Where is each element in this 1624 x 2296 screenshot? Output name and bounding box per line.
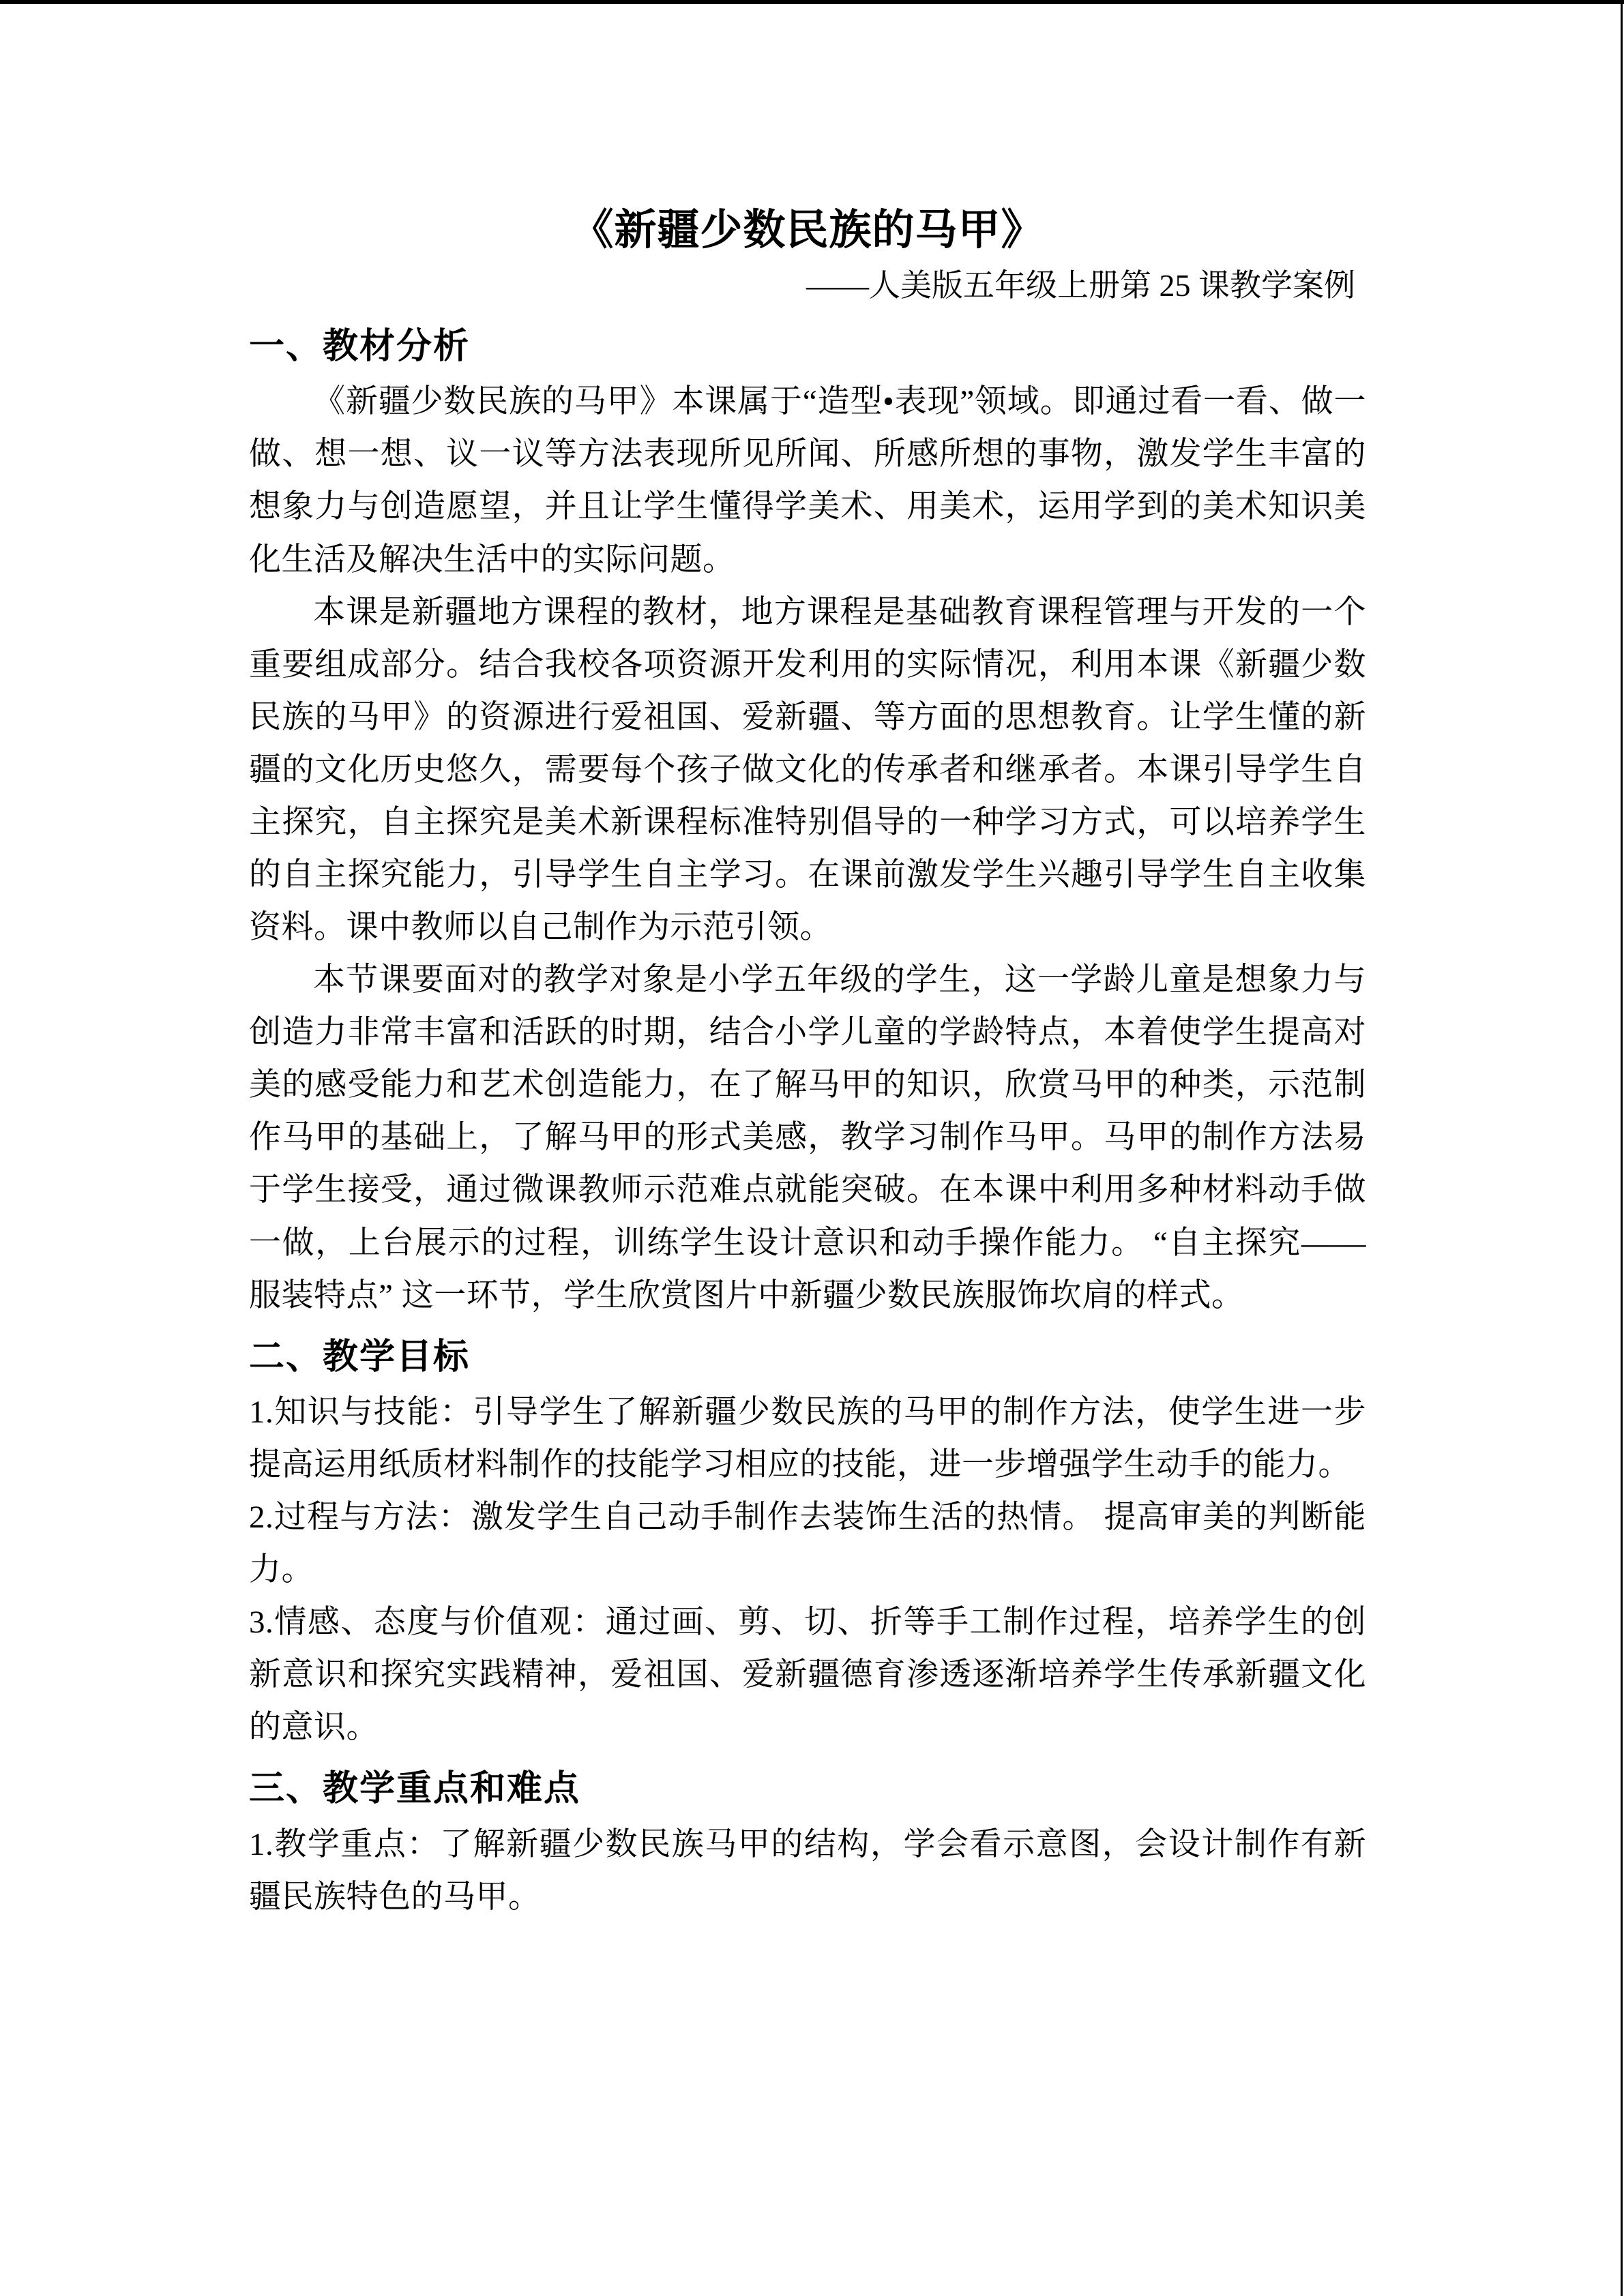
page-subtitle: ——人美版五年级上册第 25 课教学案例 xyxy=(806,267,1355,303)
section-heading-1: 一、教材分析 xyxy=(249,327,471,367)
section-2-objective-2: 2.过程与方法：激发学生自己动手制作去装饰生活的热情。 提高审美的判断能力。 xyxy=(249,1500,1366,1588)
section-heading-3: 三、教学重点和难点 xyxy=(249,1769,581,1809)
section-2-objective-3: 3.情感、态度与价值观：通过画、剪、切、折等手工制作过程，培养学生的创新意识和探究实践精神，爱祖国、爱新疆德育渗透逐渐培养学生传承新疆文化的意识。 xyxy=(249,1605,1366,1746)
page-title: 《新疆少数民族的马甲》 xyxy=(571,207,1044,254)
section-1-paragraph-3: 本节课要面对的教学对象是小学五年级的学生，这一学龄儿童是想象力与创造力非常丰富和活跃的时期，结合小学儿童的学龄特点，本着使学生提高对美的感受能力和艺术创造能力，在了解马甲的知识，欣赏马甲的种类，示范制作马甲的基础上，了解马甲的形式美感，教学习制作马甲。马甲的制作方法易于学生接受，通过微课教师示范难点就能突破。在本课中利用多种材料动手做一做，上台展示的过程，训练学生设计意识和动手操作能力。 “自主探究——服装特点” 这一环节，学生欣赏图片中新疆少数民族服饰坎肩的样式。 xyxy=(249,962,1366,1313)
section-2-objective-1: 1.知识与技能：引导学生了解新疆少数民族的马甲的制作方法，使学生进一步提高运用纸质材料制作的技能学习相应的技能，进一步增强学生动手的能力。 xyxy=(249,1394,1366,1482)
section-heading-2: 二、教学目标 xyxy=(249,1337,471,1377)
section-1-paragraph-1: 《新疆少数民族的马甲》本课属于“造型•表现”领域。即通过看一看、做一做、想一想、议一议等方法表现所见所闻、所感所想的事物，激发学生丰富的想象力与创造愿望，并且让学生懂得学美术、用美术，运用学到的美术知识美化生活及解决生活中的实际问题。 xyxy=(249,384,1366,578)
section-3-key-point-1: 1.教学重点：了解新疆少数民族马甲的结构，学会看示意图，会设计制作有新疆民族特色的马甲。 xyxy=(249,1826,1366,1915)
section-1-paragraph-2: 本课是新疆地方课程的教材，地方课程是基础教育课程管理与开发的一个重要组成部分。结合我校各项资源开发利用的实际情况，利用本课《新疆少数民族的马甲》的资源进行爱祖国、爱新疆、等方面的思想教育。让学生懂的新疆的文化历史悠久，需要每个孩子做文化的传承者和继承者。本课引导学生自主探究，自主探究是美术新课程标准特别倡导的一种学习方式，可以培养学生的自主探究能力，引导学生自主学习。在课前激发学生兴趣引导学生自主收集资料。课中教师以自己制作为示范引领。 xyxy=(249,594,1366,946)
